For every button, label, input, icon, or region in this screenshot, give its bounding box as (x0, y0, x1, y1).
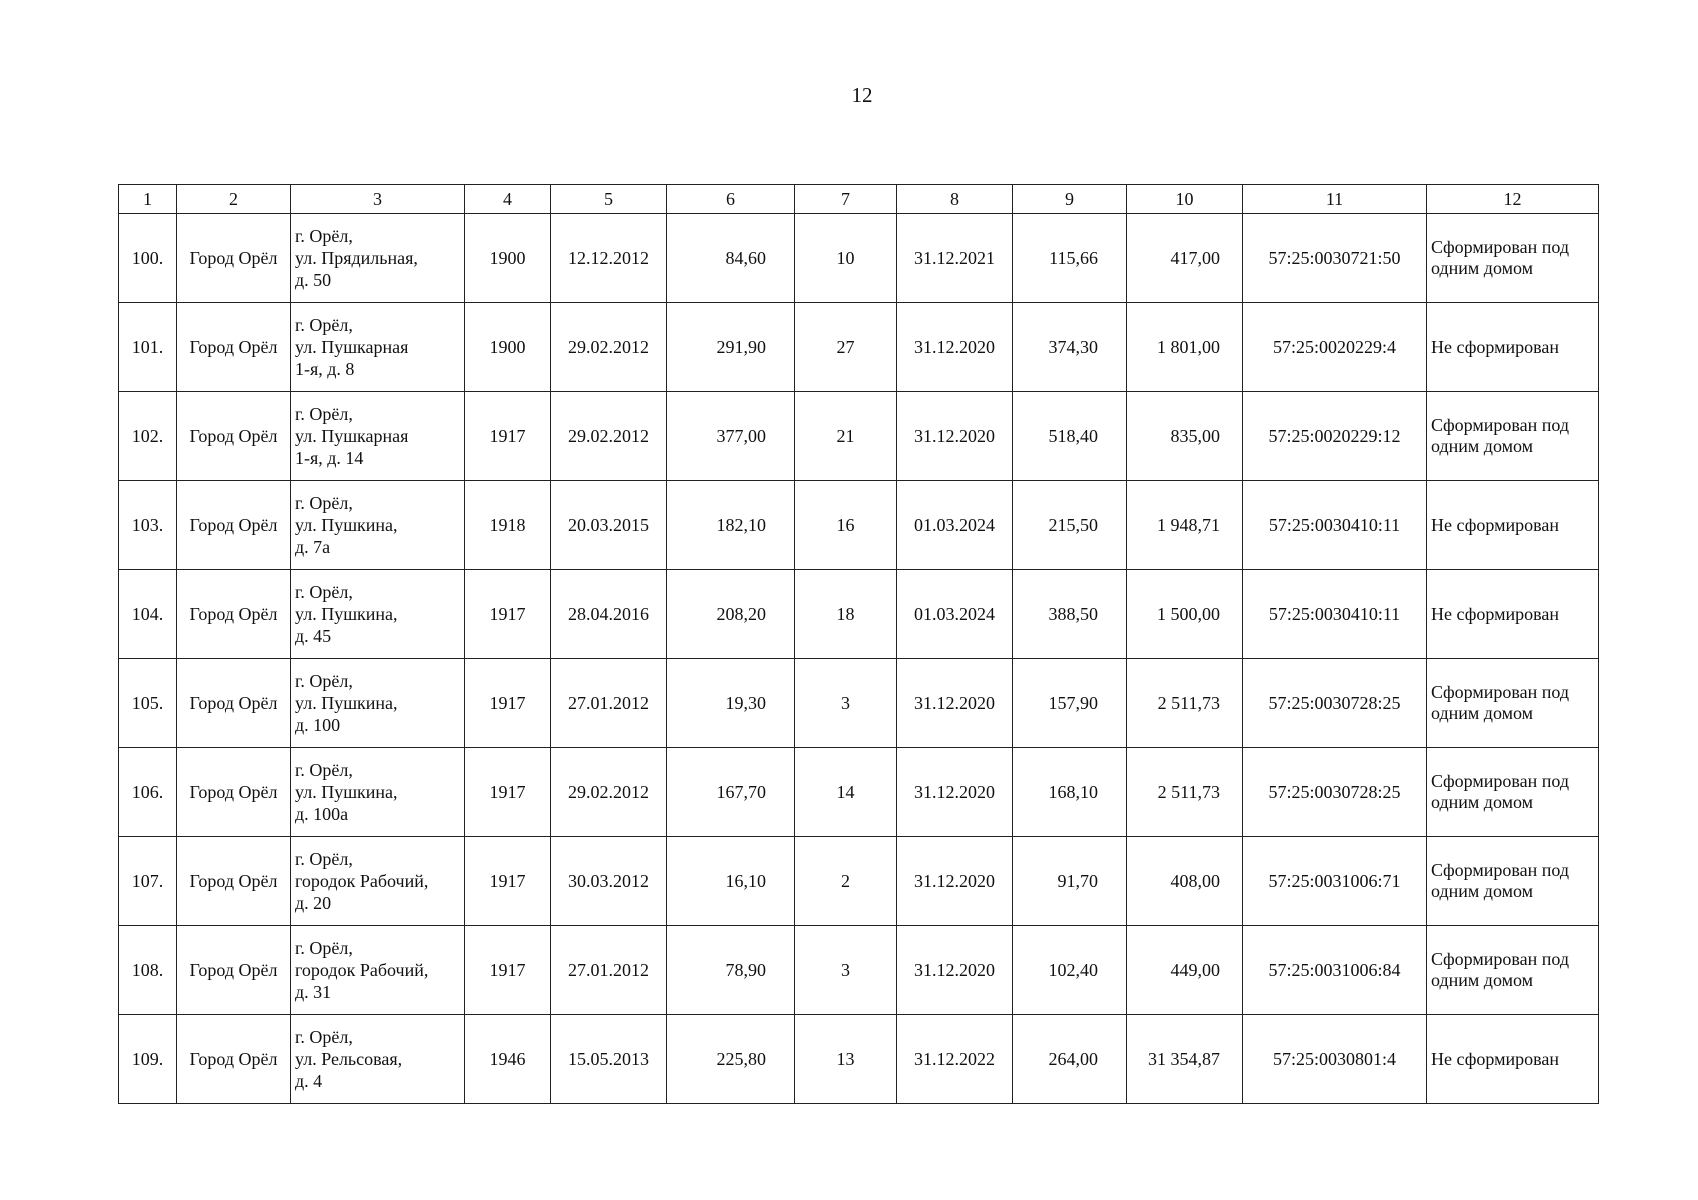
value-cell: 374,30 (1013, 303, 1127, 392)
value-cell: 2 511,73 (1127, 748, 1243, 837)
status-cell-line: одним домом (1431, 436, 1534, 456)
table-row (119, 392, 1599, 481)
row-number: 103. (119, 481, 177, 570)
column-header-10: 10 (1127, 185, 1243, 214)
date-cell: 12.12.2012 (551, 214, 667, 303)
year-cell: 1917 (465, 570, 551, 659)
address-cell-line: г. Орёл, (295, 493, 353, 513)
value-cell: 31 354,87 (1127, 1015, 1243, 1104)
address-cell-line: ул. Рельсовая, (295, 1049, 403, 1069)
status-cell (1427, 926, 1599, 1015)
address-cell-line: ул. Пушкина, (295, 604, 398, 624)
table-row (119, 748, 1599, 837)
address-cell-line: д. 100а (295, 804, 349, 824)
year-cell: 1917 (465, 926, 551, 1015)
status-cell-line: Сформирован под (1431, 949, 1570, 969)
table-row (119, 214, 1599, 303)
address-cell-line: городок Рабочий, (295, 871, 429, 891)
address-cell-line: ул. Пушкина, (295, 693, 398, 713)
cadastral-number-cell: 57:25:0020229:4 (1243, 303, 1427, 392)
year-cell: 1918 (465, 481, 551, 570)
address-cell-line: ул. Пушкина, (295, 782, 398, 802)
status-cell-line: Не сформирован (1431, 514, 1559, 535)
status-cell (1427, 1015, 1599, 1104)
area-cell: 291,90 (667, 303, 795, 392)
value-cell: 408,00 (1127, 837, 1243, 926)
residents-cell: 3 (795, 659, 897, 748)
address-cell-line: д. 45 (295, 626, 332, 646)
status-cell (1427, 659, 1599, 748)
value-cell: 168,10 (1013, 748, 1127, 837)
date-cell: 27.01.2012 (551, 926, 667, 1015)
date-cell: 01.03.2024 (897, 481, 1013, 570)
municipality-cell: Город Орёл (177, 392, 291, 481)
municipality-cell: Город Орёл (177, 303, 291, 392)
table-body (119, 214, 1599, 1104)
municipality-cell: Город Орёл (177, 1015, 291, 1104)
address-cell (291, 837, 465, 926)
status-cell-line: Не сформирован (1431, 336, 1559, 357)
value-cell: 2 511,73 (1127, 659, 1243, 748)
value-cell: 388,50 (1013, 570, 1127, 659)
address-cell (291, 214, 465, 303)
column-header-2: 2 (177, 185, 291, 214)
address-cell-line: 1-я, д. 8 (295, 359, 355, 379)
column-header-8: 8 (897, 185, 1013, 214)
column-header-1: 1 (119, 185, 177, 214)
date-cell: 28.04.2016 (551, 570, 667, 659)
value-cell: 835,00 (1127, 392, 1243, 481)
value-cell: 518,40 (1013, 392, 1127, 481)
address-cell (291, 481, 465, 570)
status-cell-line: одним домом (1431, 881, 1534, 901)
address-cell-line: ул. Пушкина, (295, 515, 398, 535)
municipality-cell: Город Орёл (177, 481, 291, 570)
date-cell: 31.12.2020 (897, 303, 1013, 392)
residents-cell: 16 (795, 481, 897, 570)
status-cell (1427, 481, 1599, 570)
housing-table-container (118, 184, 1598, 1104)
address-cell-line: д. 100 (295, 715, 341, 735)
residents-cell: 18 (795, 570, 897, 659)
table-row (119, 303, 1599, 392)
cadastral-number-cell: 57:25:0030728:25 (1243, 659, 1427, 748)
address-cell-line: г. Орёл, (295, 938, 353, 958)
column-header-6: 6 (667, 185, 795, 214)
address-cell (291, 659, 465, 748)
cadastral-number-cell: 57:25:0030728:25 (1243, 748, 1427, 837)
address-cell-line: городок Рабочий, (295, 960, 429, 980)
year-cell: 1917 (465, 659, 551, 748)
address-cell-line: г. Орёл, (295, 760, 353, 780)
address-cell-line: г. Орёл, (295, 671, 353, 691)
address-cell-line: ул. Прядильная, (295, 248, 418, 268)
cadastral-number-cell: 57:25:0031006:84 (1243, 926, 1427, 1015)
value-cell: 91,70 (1013, 837, 1127, 926)
header-row (119, 185, 1599, 214)
table-row (119, 570, 1599, 659)
column-header-9: 9 (1013, 185, 1127, 214)
address-cell-line: г. Орёл, (295, 315, 353, 335)
table-row (119, 1015, 1599, 1104)
status-cell-line: Сформирован под (1431, 415, 1570, 435)
residents-cell: 21 (795, 392, 897, 481)
area-cell: 377,00 (667, 392, 795, 481)
area-cell: 225,80 (667, 1015, 795, 1104)
area-cell: 16,10 (667, 837, 795, 926)
column-header-5: 5 (551, 185, 667, 214)
date-cell: 29.02.2012 (551, 748, 667, 837)
date-cell: 31.12.2021 (897, 214, 1013, 303)
status-cell (1427, 837, 1599, 926)
row-number: 106. (119, 748, 177, 837)
address-cell-line: 1-я, д. 14 (295, 448, 364, 468)
address-cell-line: д. 20 (295, 893, 332, 913)
date-cell: 29.02.2012 (551, 303, 667, 392)
column-header-7: 7 (795, 185, 897, 214)
status-cell (1427, 748, 1599, 837)
municipality-cell: Город Орёл (177, 926, 291, 1015)
cadastral-number-cell: 57:25:0030801:4 (1243, 1015, 1427, 1104)
residents-cell: 14 (795, 748, 897, 837)
status-cell (1427, 303, 1599, 392)
date-cell: 15.05.2013 (551, 1015, 667, 1104)
value-cell: 1 801,00 (1127, 303, 1243, 392)
status-cell-line: Сформирован под (1431, 237, 1570, 257)
value-cell: 102,40 (1013, 926, 1127, 1015)
date-cell: 31.12.2020 (897, 837, 1013, 926)
table-row (119, 926, 1599, 1015)
address-cell-line: г. Орёл, (295, 404, 353, 424)
area-cell: 208,20 (667, 570, 795, 659)
address-cell-line: д. 7а (295, 537, 331, 557)
address-cell-line: г. Орёл, (295, 1027, 353, 1047)
year-cell: 1900 (465, 214, 551, 303)
address-cell-line: г. Орёл, (295, 849, 353, 869)
area-cell: 19,30 (667, 659, 795, 748)
residents-cell: 13 (795, 1015, 897, 1104)
date-cell: 31.12.2020 (897, 392, 1013, 481)
status-cell-line: Сформирован под (1431, 860, 1570, 880)
residents-cell: 10 (795, 214, 897, 303)
value-cell: 115,66 (1013, 214, 1127, 303)
status-cell-line: Не сформирован (1431, 1048, 1559, 1069)
area-cell: 182,10 (667, 481, 795, 570)
date-cell: 31.12.2020 (897, 926, 1013, 1015)
column-header-4: 4 (465, 185, 551, 214)
status-cell-line: одним домом (1431, 970, 1534, 990)
table-row (119, 481, 1599, 570)
table-row (119, 837, 1599, 926)
municipality-cell: Город Орёл (177, 214, 291, 303)
address-cell (291, 303, 465, 392)
value-cell: 264,00 (1013, 1015, 1127, 1104)
status-cell-line: Сформирован под (1431, 771, 1570, 791)
year-cell: 1917 (465, 392, 551, 481)
status-cell (1427, 214, 1599, 303)
row-number: 104. (119, 570, 177, 659)
year-cell: 1946 (465, 1015, 551, 1104)
cadastral-number-cell: 57:25:0030721:50 (1243, 214, 1427, 303)
year-cell: 1900 (465, 303, 551, 392)
address-cell-line: ул. Пушкарная (295, 426, 409, 446)
municipality-cell: Город Орёл (177, 659, 291, 748)
address-cell-line: г. Орёл, (295, 226, 353, 246)
address-cell-line: д. 4 (295, 1071, 323, 1091)
year-cell: 1917 (465, 837, 551, 926)
table-row (119, 659, 1599, 748)
municipality-cell: Город Орёл (177, 837, 291, 926)
value-cell: 449,00 (1127, 926, 1243, 1015)
status-cell-line: Сформирован под (1431, 682, 1570, 702)
residents-cell: 27 (795, 303, 897, 392)
date-cell: 31.12.2020 (897, 748, 1013, 837)
date-cell: 31.12.2020 (897, 659, 1013, 748)
year-cell: 1917 (465, 748, 551, 837)
row-number: 101. (119, 303, 177, 392)
row-number: 105. (119, 659, 177, 748)
status-cell (1427, 392, 1599, 481)
address-cell-line: ул. Пушкарная (295, 337, 409, 357)
cadastral-number-cell: 57:25:0020229:12 (1243, 392, 1427, 481)
row-number: 108. (119, 926, 177, 1015)
cadastral-number-cell: 57:25:0030410:11 (1243, 570, 1427, 659)
value-cell: 417,00 (1127, 214, 1243, 303)
date-cell: 30.03.2012 (551, 837, 667, 926)
row-number: 100. (119, 214, 177, 303)
table-header (119, 185, 1599, 214)
housing-table (118, 184, 1599, 1104)
status-cell (1427, 570, 1599, 659)
row-number: 107. (119, 837, 177, 926)
date-cell: 29.02.2012 (551, 392, 667, 481)
address-cell (291, 570, 465, 659)
date-cell: 20.03.2015 (551, 481, 667, 570)
municipality-cell: Город Орёл (177, 748, 291, 837)
status-cell-line: одним домом (1431, 703, 1534, 723)
address-cell (291, 392, 465, 481)
cadastral-number-cell: 57:25:0030410:11 (1243, 481, 1427, 570)
area-cell: 84,60 (667, 214, 795, 303)
date-cell: 01.03.2024 (897, 570, 1013, 659)
date-cell: 27.01.2012 (551, 659, 667, 748)
status-cell-line: одним домом (1431, 792, 1534, 812)
column-header-12: 12 (1427, 185, 1599, 214)
municipality-cell: Город Орёл (177, 570, 291, 659)
status-cell-line: одним домом (1431, 258, 1534, 278)
date-cell: 31.12.2022 (897, 1015, 1013, 1104)
area-cell: 78,90 (667, 926, 795, 1015)
residents-cell: 2 (795, 837, 897, 926)
value-cell: 157,90 (1013, 659, 1127, 748)
value-cell: 215,50 (1013, 481, 1127, 570)
address-cell (291, 748, 465, 837)
address-cell-line: д. 31 (295, 982, 332, 1002)
address-cell-line: г. Орёл, (295, 582, 353, 602)
address-cell (291, 926, 465, 1015)
area-cell: 167,70 (667, 748, 795, 837)
page-number: 12 (851, 83, 873, 107)
address-cell (291, 1015, 465, 1104)
column-header-3: 3 (291, 185, 465, 214)
address-cell-line: д. 50 (295, 270, 332, 290)
cadastral-number-cell: 57:25:0031006:71 (1243, 837, 1427, 926)
value-cell: 1 500,00 (1127, 570, 1243, 659)
row-number: 109. (119, 1015, 177, 1104)
value-cell: 1 948,71 (1127, 481, 1243, 570)
status-cell-line: Не сформирован (1431, 603, 1559, 624)
row-number: 102. (119, 392, 177, 481)
residents-cell: 3 (795, 926, 897, 1015)
column-header-11: 11 (1243, 185, 1427, 214)
